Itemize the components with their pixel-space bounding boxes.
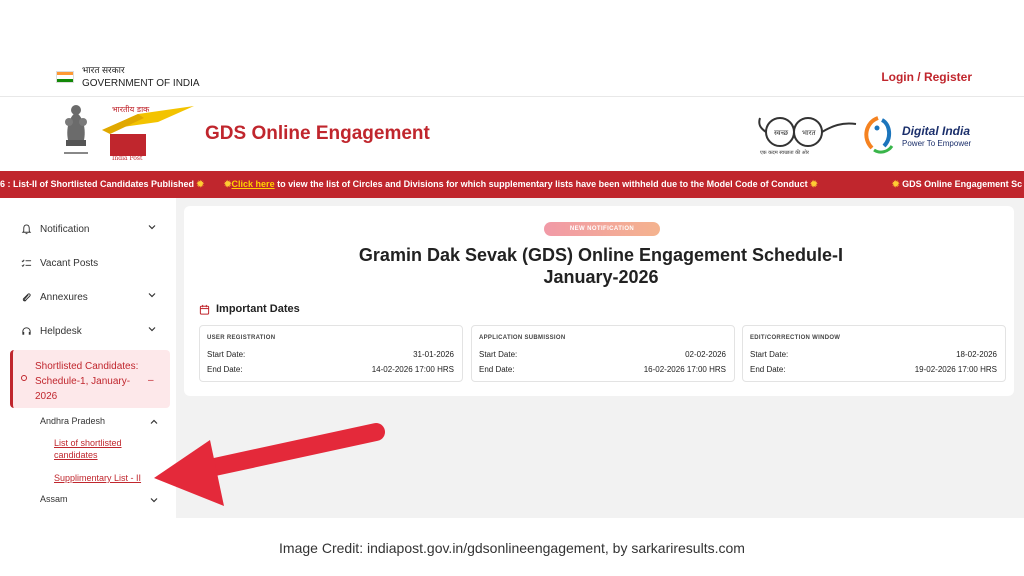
- chevron-down-icon: [148, 325, 156, 333]
- login-register-link[interactable]: Login / Register: [881, 70, 972, 84]
- image-credit: Image Credit: indiapost.gov.in/gdsonlineengagement, by sarkariresults.com: [279, 540, 745, 556]
- end-date-row: End Date: 19-02-2026 17:00 HRS: [750, 365, 997, 374]
- start-date-row: Start Date: 02-02-2026: [479, 350, 726, 359]
- ticker-item: ✹ GDS Online Engagement Sc: [892, 179, 1023, 189]
- page-title: [300, 244, 902, 288]
- government-strip: [56, 64, 200, 90]
- date-box-heading: EDIT/CORRECTION WINDOW: [750, 335, 841, 341]
- sidebar-item-label: Annexures: [40, 291, 88, 303]
- digital-india-title: Digital India: [902, 124, 971, 138]
- date-box-user-registration: [199, 325, 463, 382]
- header-divider: [0, 96, 1024, 97]
- svg-text:India Post: India Post: [112, 155, 143, 162]
- start-date-row: Start Date: 31-01-2026: [207, 350, 454, 359]
- india-post-logo-icon: [98, 100, 198, 164]
- submenu-assam[interactable]: Assam: [40, 494, 68, 504]
- paperclip-icon: [20, 291, 32, 303]
- ticker-item: ✹Click here to view the list of Circles and Divisions for which supplementary lists have been withheld due to the Model Code of Conduct ✹: [224, 179, 818, 189]
- submenu-andhra-pradesh[interactable]: Andhra Pradesh: [40, 416, 106, 426]
- new-notification-badge: NEW NOTIFICATION: [544, 222, 660, 236]
- start-date-row: Start Date: 18-02-2026: [750, 350, 997, 359]
- page-title-line2: January-2026: [543, 267, 659, 287]
- chevron-down-icon: [148, 223, 156, 231]
- date-box-heading: USER REGISTRATION: [207, 335, 276, 341]
- india-flag-icon: [56, 71, 74, 83]
- sidebar-active-label: Shortlisted Candidates: Schedule-1, January-2026: [35, 361, 139, 402]
- date-box-edit-correction-window: [742, 325, 1006, 382]
- svg-text:भारतीय डाक: भारतीय डाक: [112, 105, 150, 114]
- calendar-icon: [199, 304, 210, 315]
- sparkle-icon: ✹: [224, 179, 232, 189]
- site-title: GDS Online Engagement: [205, 123, 430, 144]
- sparkle-icon: ✹: [892, 179, 900, 189]
- collapse-icon: –: [148, 375, 154, 386]
- headset-icon: [20, 325, 32, 337]
- shortlisted-candidates-link[interactable]: List of shortlisted candidates: [54, 438, 122, 460]
- supplementary-list-link[interactable]: Supplimentary List - II: [54, 473, 142, 483]
- end-date-row: End Date: 16-02-2026 17:00 HRS: [479, 365, 726, 374]
- click-here-link[interactable]: Click here: [231, 179, 275, 189]
- sidebar-item-notification[interactable]: [20, 219, 160, 239]
- chevron-down-icon: [148, 291, 156, 299]
- list-icon: [20, 257, 32, 269]
- important-dates-label: Important Dates: [216, 303, 300, 315]
- gov-english-text: GOVERNMENT OF INDIA: [82, 78, 200, 89]
- page-title-line1: Gramin Dak Sevak (GDS) Online Engagement Schedule-I: [358, 245, 844, 265]
- date-box-heading: APPLICATION SUBMISSION: [479, 335, 566, 341]
- sidebar-item-helpdesk[interactable]: [20, 321, 160, 341]
- government-label: [82, 64, 200, 90]
- sidebar-item-vacant-posts[interactable]: [20, 253, 160, 273]
- swachh-bharat-logo-icon: [752, 108, 862, 158]
- sidebar-item-label: Vacant Posts: [40, 257, 99, 269]
- sparkle-icon: ✹: [810, 179, 818, 189]
- date-box-application-submission: [471, 325, 735, 382]
- news-ticker: [0, 171, 1024, 198]
- svg-text:स्वच्छ: स्वच्छ: [774, 129, 789, 137]
- important-dates-heading: [199, 303, 300, 315]
- ticker-item: 6 : List-II of Shortlisted Candidates Published ✹: [0, 179, 205, 189]
- gov-hindi-text: भारत सरकार: [82, 65, 125, 75]
- sidebar-item-annexures[interactable]: [20, 287, 160, 307]
- sparkle-icon: ✹: [196, 179, 205, 189]
- digital-india-tagline: Power To Empower: [902, 139, 972, 148]
- end-date-row: End Date: 14-02-2026 17:00 HRS: [207, 365, 454, 374]
- svg-text:भारत: भारत: [802, 129, 816, 137]
- svg-text:एक कदम स्वच्छता की ओर: एक कदम स्वच्छता की ओर: [760, 150, 809, 156]
- circle-icon: [21, 375, 27, 381]
- red-pointer-arrow-icon: [140, 420, 390, 520]
- bell-icon: [20, 223, 32, 235]
- sidebar-item-label: Helpdesk: [40, 325, 82, 337]
- sidebar-item-label: Notification: [40, 223, 90, 235]
- national-emblem-icon: [56, 100, 96, 162]
